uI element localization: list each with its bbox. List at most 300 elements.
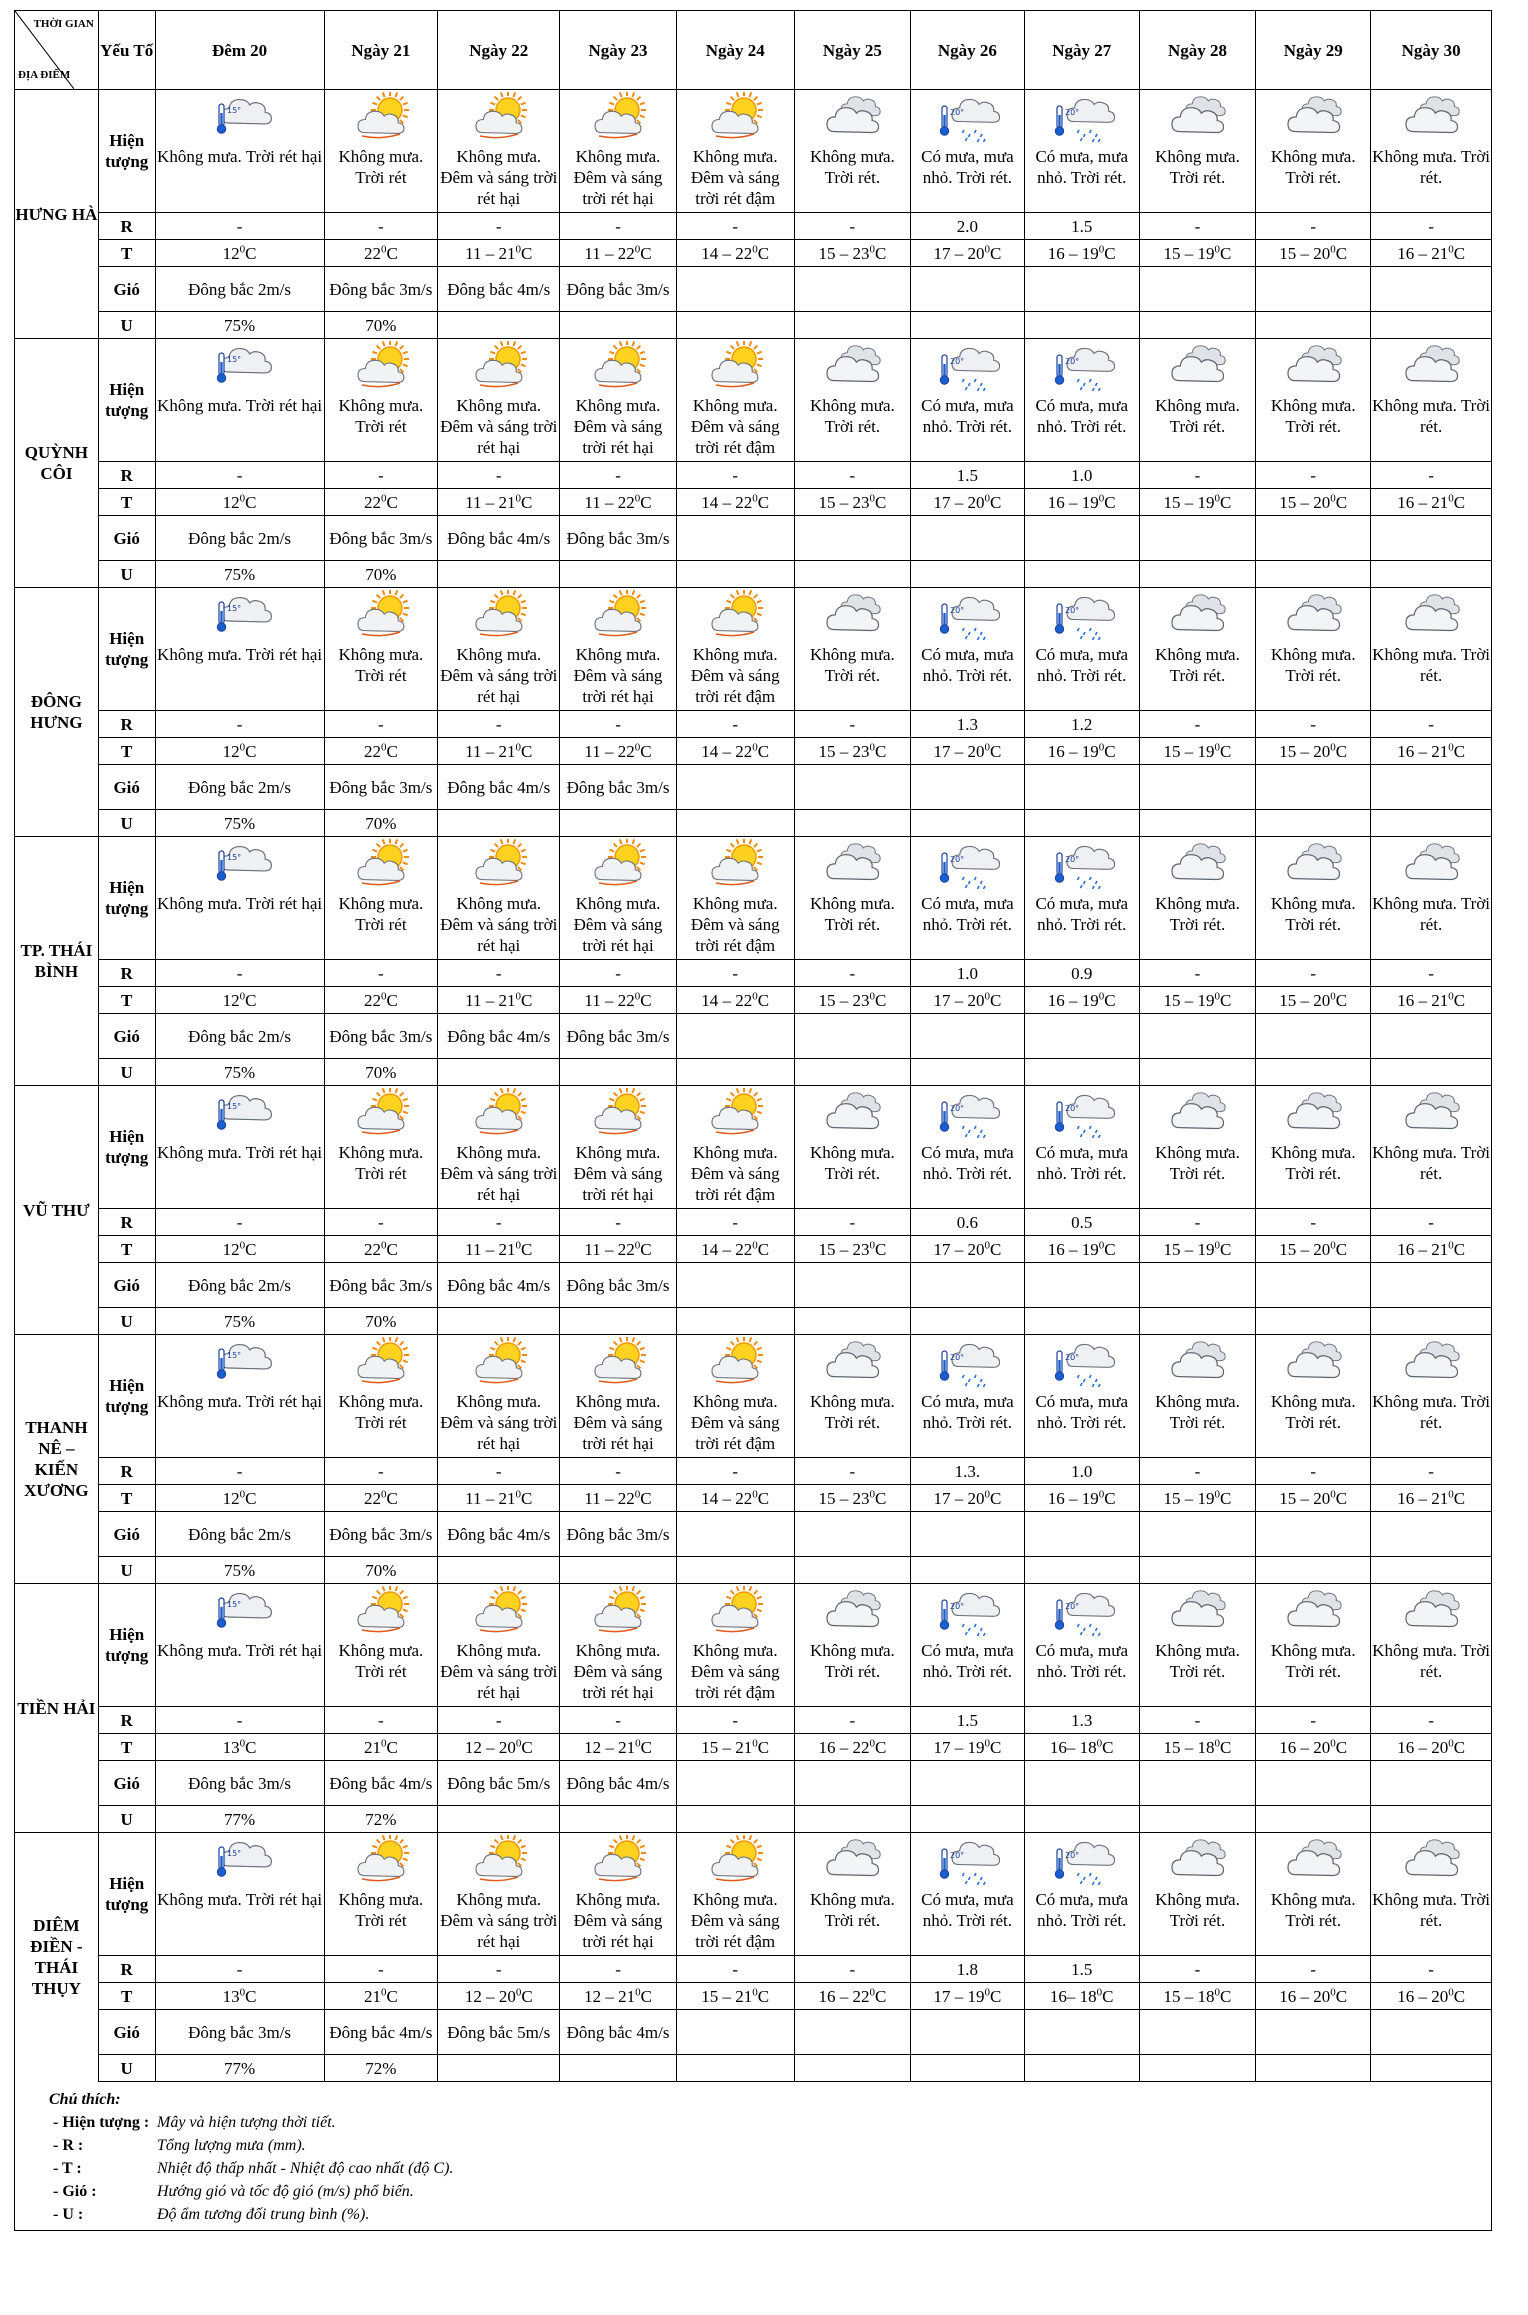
temperature-number: 12 bbox=[222, 1239, 240, 1259]
weather-description: Có mưa, mưa nhỏ. Trời rét. bbox=[911, 1140, 1025, 1209]
temperature-unit: C bbox=[874, 1488, 887, 1508]
temperature-number: 17 – 20 bbox=[933, 1239, 985, 1259]
row-label-gio: Gió bbox=[98, 1263, 155, 1308]
day-header: Ngày 23 bbox=[560, 11, 676, 90]
svg-text:20°: 20° bbox=[950, 357, 965, 366]
temperature-number: 16 – 22 bbox=[818, 1986, 870, 2006]
weather-description: Không mưa. Đêm và sáng trời rét hại bbox=[438, 1140, 560, 1209]
temperature-value bbox=[324, 738, 438, 765]
temperature-number: 11 – 21 bbox=[465, 741, 516, 761]
weather-icon-cell bbox=[794, 588, 910, 643]
legend-key: - Hiện tượng : bbox=[53, 2114, 150, 2131]
temperature-value bbox=[676, 240, 794, 267]
temperature-unit: C bbox=[640, 243, 652, 263]
temperature-number: 14 – 22 bbox=[701, 243, 753, 263]
row-label-r: R bbox=[98, 1209, 155, 1236]
humidity-value bbox=[1256, 561, 1371, 588]
wind-value: Đông bắc 3m/s bbox=[324, 1512, 438, 1557]
temperature-number: 16 – 20 bbox=[1397, 1737, 1449, 1757]
temperature-value bbox=[324, 1236, 438, 1263]
wind-value bbox=[1024, 1512, 1139, 1557]
row-label-hien-tuong: Hiện tượng bbox=[98, 1335, 155, 1458]
cold-rain-icon bbox=[1025, 341, 1139, 391]
temperature-number: 15 – 20 bbox=[1279, 1239, 1331, 1259]
cloudy-icon bbox=[795, 92, 910, 142]
degree-mark: 0 bbox=[1214, 1985, 1221, 1998]
temperature-number: 15 – 23 bbox=[818, 1488, 870, 1508]
temperature-number: 11 – 22 bbox=[584, 990, 635, 1010]
rainfall-value: - bbox=[676, 711, 794, 738]
wind-value bbox=[1024, 267, 1139, 312]
degree-mark: 0 bbox=[239, 1736, 246, 1749]
temperature-number: 22 bbox=[363, 492, 381, 512]
temperature-unit: C bbox=[386, 1239, 398, 1259]
sun-cloud-icon bbox=[677, 1835, 794, 1885]
rainfall-value: - bbox=[155, 213, 324, 240]
weather-description: Không mưa. Đêm và sáng trời rét hại bbox=[560, 393, 676, 462]
temperature-unit: C bbox=[1220, 1488, 1232, 1508]
temperature-unit: C bbox=[640, 492, 652, 512]
humidity-value bbox=[676, 312, 794, 339]
cold-rain-icon bbox=[1025, 839, 1139, 889]
weather-icon-cell bbox=[1139, 1086, 1255, 1141]
temperature-value bbox=[155, 1734, 324, 1761]
weather-description: Không mưa. Trời rét. bbox=[1256, 393, 1371, 462]
temperature-value bbox=[1024, 1983, 1139, 2010]
rainfall-value: - bbox=[1256, 213, 1371, 240]
humidity-value bbox=[911, 1557, 1025, 1584]
temperature-value bbox=[155, 1983, 324, 2010]
weather-description: Có mưa, mưa nhỏ. Trời rét. bbox=[1024, 144, 1139, 213]
degree-mark: 0 bbox=[634, 989, 641, 1002]
weather-icon-cell bbox=[324, 1335, 438, 1390]
weather-icon-cell bbox=[794, 837, 910, 892]
weather-description: Không mưa. Trời rét. bbox=[1139, 1887, 1255, 1956]
rainfall-value: - bbox=[794, 462, 910, 489]
temperature-number: 17 – 20 bbox=[933, 243, 985, 263]
rainfall-value: - bbox=[676, 1707, 794, 1734]
temperature-number: 21 bbox=[363, 1737, 381, 1757]
temperature-number: 14 – 22 bbox=[701, 741, 753, 761]
wind-value: Đông bắc 3m/s bbox=[324, 267, 438, 312]
degree-mark: 0 bbox=[634, 1487, 641, 1500]
weather-icon-cell bbox=[1024, 1335, 1139, 1390]
weather-description: Không mưa. Trời rét. bbox=[1139, 144, 1255, 213]
weather-description: Có mưa, mưa nhỏ. Trời rét. bbox=[1024, 1638, 1139, 1707]
wind-value bbox=[676, 1263, 794, 1308]
weather-icon-cell bbox=[438, 90, 560, 145]
humidity-value: 75% bbox=[155, 561, 324, 588]
weather-description: Không mưa. Trời rét. bbox=[1139, 1638, 1255, 1707]
humidity-value bbox=[1256, 1806, 1371, 1833]
rainfall-value: - bbox=[438, 1956, 560, 1983]
rainfall-value: - bbox=[438, 462, 560, 489]
wind-value bbox=[1024, 2010, 1139, 2055]
temperature-unit: C bbox=[1335, 990, 1348, 1010]
row-label-u: U bbox=[98, 1557, 155, 1584]
humidity-value: 70% bbox=[324, 1557, 438, 1584]
weather-description: Không mưa. Trời rét. bbox=[794, 1389, 910, 1458]
temperature-value bbox=[794, 1734, 910, 1761]
cold-rain-icon bbox=[1025, 590, 1139, 640]
weather-description: Có mưa, mưa nhỏ. Trời rét. bbox=[911, 891, 1025, 960]
temperature-value bbox=[1024, 489, 1139, 516]
cloudy-icon bbox=[1256, 92, 1370, 142]
weather-icon-cell bbox=[676, 90, 794, 145]
temperature-number: 11 – 21 bbox=[465, 1488, 516, 1508]
temperature-number: 15 – 23 bbox=[818, 741, 870, 761]
temperature-number: 12 – 20 bbox=[464, 1986, 516, 2006]
weather-description: Không mưa. Trời rét. bbox=[794, 144, 910, 213]
degree-mark: 0 bbox=[1448, 1487, 1454, 1500]
rainfall-value: - bbox=[1256, 711, 1371, 738]
rainfall-value: - bbox=[155, 462, 324, 489]
humidity-value bbox=[1371, 312, 1492, 339]
temperature-value bbox=[1139, 738, 1255, 765]
rainfall-value: 1.3. bbox=[911, 1458, 1025, 1485]
temperature-number: 14 – 22 bbox=[701, 990, 753, 1010]
weather-icon-cell bbox=[676, 1584, 794, 1639]
temperature-value bbox=[1256, 1236, 1371, 1263]
humidity-value bbox=[676, 561, 794, 588]
weather-icon-cell bbox=[560, 588, 676, 643]
temperature-number: 15 – 23 bbox=[818, 243, 870, 263]
weather-description: Không mưa. Trời rét. bbox=[1371, 1638, 1492, 1707]
temperature-value bbox=[1139, 240, 1255, 267]
weather-description: Có mưa, mưa nhỏ. Trời rét. bbox=[911, 1638, 1025, 1707]
temperature-number: 12 bbox=[222, 1488, 240, 1508]
wind-value: Đông bắc 3m/s bbox=[324, 516, 438, 561]
weather-icon-cell bbox=[676, 1833, 794, 1888]
rainfall-value: - bbox=[1139, 1707, 1255, 1734]
degree-mark: 0 bbox=[380, 1736, 387, 1749]
weather-icon-cell bbox=[324, 1584, 438, 1639]
weather-description: Không mưa. Trời rét bbox=[324, 1389, 438, 1458]
degree-mark: 0 bbox=[1214, 989, 1221, 1002]
wind-value bbox=[794, 516, 910, 561]
rainfall-value: - bbox=[1371, 213, 1492, 240]
temperature-unit: C bbox=[1453, 990, 1466, 1010]
degree-mark: 0 bbox=[752, 1487, 758, 1500]
humidity-value bbox=[1139, 1059, 1255, 1086]
temperature-number: 17 – 20 bbox=[933, 492, 985, 512]
temperature-value bbox=[794, 987, 910, 1014]
weather-description: Không mưa. Trời rét. bbox=[1256, 1638, 1371, 1707]
humidity-value: 75% bbox=[155, 1308, 324, 1335]
sun-cloud-icon bbox=[438, 839, 559, 889]
temperature-unit: C bbox=[874, 990, 887, 1010]
humidity-value bbox=[1024, 1059, 1139, 1086]
temperature-number: 17 – 20 bbox=[933, 990, 985, 1010]
rainfall-value: 1.5 bbox=[911, 462, 1025, 489]
svg-text:20°: 20° bbox=[950, 606, 965, 615]
cold-cloud-icon bbox=[156, 839, 324, 889]
weather-description: Không mưa. Đêm và sáng trời rét đậm bbox=[676, 1389, 794, 1458]
temperature-number: 16 – 22 bbox=[818, 1737, 870, 1757]
temperature-value bbox=[438, 1236, 560, 1263]
weather-icon-cell bbox=[1371, 588, 1492, 643]
row-label-t: T bbox=[98, 1983, 155, 2010]
temperature-value bbox=[438, 1983, 560, 2010]
weather-description: Không mưa. Đêm và sáng trời rét hại bbox=[560, 1140, 676, 1209]
temperature-number: 16 – 19 bbox=[1047, 990, 1099, 1010]
weather-icon-cell bbox=[155, 1086, 324, 1141]
humidity-value: 75% bbox=[155, 810, 324, 837]
svg-text:15°: 15° bbox=[226, 1102, 241, 1111]
temperature-value bbox=[911, 1485, 1025, 1512]
temperature-unit: C bbox=[874, 1239, 887, 1259]
temperature-value bbox=[324, 987, 438, 1014]
temperature-number: 22 bbox=[363, 1239, 381, 1259]
temperature-unit: C bbox=[1453, 1239, 1466, 1259]
legend-item bbox=[15, 2134, 1491, 2157]
humidity-value bbox=[560, 1806, 676, 1833]
temperature-value bbox=[1024, 1734, 1139, 1761]
svg-text:20°: 20° bbox=[950, 1104, 965, 1113]
degree-mark: 0 bbox=[984, 1985, 990, 1998]
row-label-r: R bbox=[98, 960, 155, 987]
weather-icon-cell bbox=[155, 339, 324, 394]
temperature-unit: C bbox=[1104, 243, 1116, 263]
temperature-value bbox=[794, 1983, 910, 2010]
rainfall-value: - bbox=[1256, 1209, 1371, 1236]
degree-mark: 0 bbox=[1214, 1238, 1221, 1251]
weather-description: Không mưa. Đêm và sáng trời rét hại bbox=[438, 891, 560, 960]
rainfall-value: - bbox=[324, 711, 438, 738]
rainfall-value: - bbox=[155, 1707, 324, 1734]
degree-mark: 0 bbox=[1214, 740, 1221, 753]
temperature-unit: C bbox=[757, 243, 770, 263]
sun-cloud-icon bbox=[560, 1088, 675, 1138]
rainfall-value: - bbox=[1371, 960, 1492, 987]
wind-value bbox=[794, 765, 910, 810]
cold-cloud-icon bbox=[156, 341, 324, 391]
wind-value: Đông bắc 4m/s bbox=[438, 765, 560, 810]
temperature-unit: C bbox=[989, 492, 1002, 512]
cloudy-icon bbox=[1140, 92, 1255, 142]
degree-mark: 0 bbox=[1448, 491, 1454, 504]
rainfall-value: - bbox=[560, 1707, 676, 1734]
wind-value bbox=[1024, 765, 1139, 810]
temperature-value bbox=[155, 240, 324, 267]
temperature-number: 15 – 18 bbox=[1163, 1986, 1215, 2006]
weather-icon-cell bbox=[438, 1584, 560, 1639]
rainfall-value: - bbox=[1139, 213, 1255, 240]
svg-text:20°: 20° bbox=[1064, 108, 1079, 117]
temperature-number: 16 – 19 bbox=[1047, 741, 1099, 761]
temperature-number: 16 – 21 bbox=[1397, 1488, 1449, 1508]
temperature-number: 16 – 21 bbox=[1397, 243, 1449, 263]
temperature-number: 14 – 22 bbox=[701, 492, 753, 512]
wind-value bbox=[1256, 1263, 1371, 1308]
rainfall-value: - bbox=[1256, 960, 1371, 987]
cold-rain-icon bbox=[1025, 1337, 1139, 1387]
wind-value bbox=[911, 516, 1025, 561]
temperature-unit: C bbox=[757, 492, 770, 512]
temperature-unit: C bbox=[1104, 1488, 1116, 1508]
row-label-u: U bbox=[98, 561, 155, 588]
weather-icon-cell bbox=[1256, 339, 1371, 394]
temperature-number: 22 bbox=[363, 243, 381, 263]
wind-value bbox=[1024, 1014, 1139, 1059]
temperature-unit: C bbox=[1102, 1986, 1114, 2006]
temperature-number: 11 – 21 bbox=[465, 492, 516, 512]
temperature-number: 15 – 21 bbox=[701, 1986, 753, 2006]
temperature-value bbox=[1371, 1734, 1492, 1761]
temperature-number: 15 – 20 bbox=[1279, 492, 1331, 512]
cloudy-icon bbox=[1140, 1337, 1255, 1387]
weather-icon-cell bbox=[560, 1086, 676, 1141]
wind-value: Đông bắc 4m/s bbox=[438, 516, 560, 561]
wind-value bbox=[1139, 516, 1255, 561]
rainfall-value: - bbox=[1371, 1956, 1492, 1983]
degree-mark: 0 bbox=[984, 740, 990, 753]
degree-mark: 0 bbox=[752, 1736, 758, 1749]
sun-cloud-icon bbox=[438, 1088, 559, 1138]
row-label-gio: Gió bbox=[98, 267, 155, 312]
wind-value bbox=[1024, 1263, 1139, 1308]
temperature-unit: C bbox=[757, 1239, 770, 1259]
location-name: TIỀN HẢI bbox=[15, 1584, 99, 1833]
rainfall-value: - bbox=[438, 960, 560, 987]
temperature-value bbox=[911, 489, 1025, 516]
weather-icon-cell bbox=[438, 1335, 560, 1390]
temperature-number: 16 – 19 bbox=[1047, 1239, 1099, 1259]
humidity-value bbox=[560, 1557, 676, 1584]
weather-description: Không mưa. Trời rét. bbox=[794, 642, 910, 711]
weather-icon-cell bbox=[1256, 1833, 1371, 1888]
temperature-unit: C bbox=[245, 1239, 257, 1259]
temperature-value bbox=[1256, 738, 1371, 765]
row-label-r: R bbox=[98, 1458, 155, 1485]
weather-description: Không mưa. Trời rét. bbox=[1256, 891, 1371, 960]
temperature-value bbox=[560, 987, 676, 1014]
rainfall-value: - bbox=[794, 711, 910, 738]
humidity-value bbox=[1256, 1308, 1371, 1335]
temperature-unit: C bbox=[640, 1488, 652, 1508]
temperature-value bbox=[438, 738, 560, 765]
location-name: HƯNG HÀ bbox=[15, 90, 99, 339]
weather-icon-cell bbox=[676, 588, 794, 643]
forecast-table bbox=[14, 10, 1492, 2082]
rainfall-value: - bbox=[1371, 1209, 1492, 1236]
degree-mark: 0 bbox=[635, 1736, 641, 1749]
wind-value bbox=[1371, 1512, 1492, 1557]
rainfall-value: - bbox=[560, 711, 676, 738]
temperature-number: 16– 18 bbox=[1049, 1737, 1097, 1757]
humidity-value bbox=[794, 2055, 910, 2082]
temperature-number: 16 – 20 bbox=[1397, 1986, 1449, 2006]
weather-description: Không mưa. Trời rét. bbox=[794, 393, 910, 462]
temperature-unit: C bbox=[245, 990, 257, 1010]
degree-mark: 0 bbox=[515, 1985, 522, 1998]
cloudy-icon bbox=[1256, 1835, 1370, 1885]
weather-description: Có mưa, mưa nhỏ. Trời rét. bbox=[1024, 393, 1139, 462]
wind-value: Đông bắc 4m/s bbox=[324, 2010, 438, 2055]
row-label-hien-tuong: Hiện tượng bbox=[98, 1086, 155, 1209]
row-label-t: T bbox=[98, 738, 155, 765]
sun-cloud-icon bbox=[677, 839, 794, 889]
temperature-number: 12 – 20 bbox=[464, 1737, 516, 1757]
degree-mark: 0 bbox=[1330, 1985, 1336, 1998]
rainfall-value: 1.0 bbox=[1024, 462, 1139, 489]
sun-cloud-icon bbox=[325, 1586, 438, 1636]
degree-mark: 0 bbox=[515, 740, 522, 753]
temperature-number: 17 – 19 bbox=[933, 1986, 985, 2006]
svg-text:15°: 15° bbox=[226, 604, 241, 613]
weather-icon-cell bbox=[1256, 1086, 1371, 1141]
row-label-u: U bbox=[98, 2055, 155, 2082]
wind-value: Đông bắc 3m/s bbox=[560, 1263, 676, 1308]
temperature-unit: C bbox=[1453, 492, 1466, 512]
temperature-unit: C bbox=[386, 990, 398, 1010]
weather-icon-cell bbox=[1139, 339, 1255, 394]
weather-description: Không mưa. Trời rét. bbox=[1139, 891, 1255, 960]
weather-description: Không mưa. Trời rét hại bbox=[155, 393, 324, 462]
weather-icon-cell bbox=[1256, 1584, 1371, 1639]
row-label-t: T bbox=[98, 1236, 155, 1263]
temperature-unit: C bbox=[1453, 741, 1466, 761]
wind-value bbox=[1256, 267, 1371, 312]
rainfall-value: - bbox=[1139, 1956, 1255, 1983]
sun-cloud-icon bbox=[677, 92, 794, 142]
degree-mark: 0 bbox=[869, 1487, 875, 1500]
degree-mark: 0 bbox=[752, 740, 758, 753]
temperature-number: 15 – 18 bbox=[1163, 1737, 1215, 1757]
weather-icon-cell bbox=[324, 90, 438, 145]
cloudy-icon bbox=[1140, 839, 1255, 889]
cloudy-icon bbox=[1371, 590, 1491, 640]
svg-text:20°: 20° bbox=[950, 1353, 965, 1362]
humidity-value bbox=[794, 1557, 910, 1584]
forecast-document bbox=[14, 10, 1492, 2231]
humidity-value bbox=[438, 2055, 560, 2082]
temperature-unit: C bbox=[640, 1239, 652, 1259]
humidity-value: 75% bbox=[155, 1059, 324, 1086]
weather-description: Không mưa. Trời rét bbox=[324, 1887, 438, 1956]
humidity-value bbox=[1371, 1059, 1492, 1086]
temperature-value bbox=[1139, 1485, 1255, 1512]
degree-mark: 0 bbox=[1448, 1736, 1454, 1749]
weather-icon-cell bbox=[1256, 1335, 1371, 1390]
day-header: Đêm 20 bbox=[155, 11, 324, 90]
temperature-unit: C bbox=[874, 492, 887, 512]
degree-mark: 0 bbox=[380, 1985, 387, 1998]
row-label-u: U bbox=[98, 1308, 155, 1335]
degree-mark: 0 bbox=[239, 1985, 246, 1998]
weather-description: Không mưa. Trời rét hại bbox=[155, 1389, 324, 1458]
cold-rain-icon bbox=[911, 1835, 1024, 1885]
rainfall-value: 1.5 bbox=[1024, 1956, 1139, 1983]
humidity-value bbox=[1256, 1557, 1371, 1584]
cloudy-icon bbox=[1140, 590, 1255, 640]
temperature-unit: C bbox=[1335, 741, 1348, 761]
humidity-value bbox=[911, 810, 1025, 837]
degree-mark: 0 bbox=[1214, 1736, 1221, 1749]
temperature-value bbox=[560, 1983, 676, 2010]
rainfall-value: - bbox=[1139, 1458, 1255, 1485]
weather-icon-cell bbox=[911, 1584, 1025, 1639]
temperature-value bbox=[794, 1485, 910, 1512]
svg-text:20°: 20° bbox=[1064, 1104, 1079, 1113]
humidity-value bbox=[560, 2055, 676, 2082]
row-label-t: T bbox=[98, 1734, 155, 1761]
temperature-value bbox=[794, 1236, 910, 1263]
degree-mark: 0 bbox=[634, 1238, 641, 1251]
weather-icon-cell bbox=[1024, 588, 1139, 643]
weather-description: Không mưa. Trời rét. bbox=[1256, 1140, 1371, 1209]
cloudy-icon bbox=[1140, 1088, 1255, 1138]
